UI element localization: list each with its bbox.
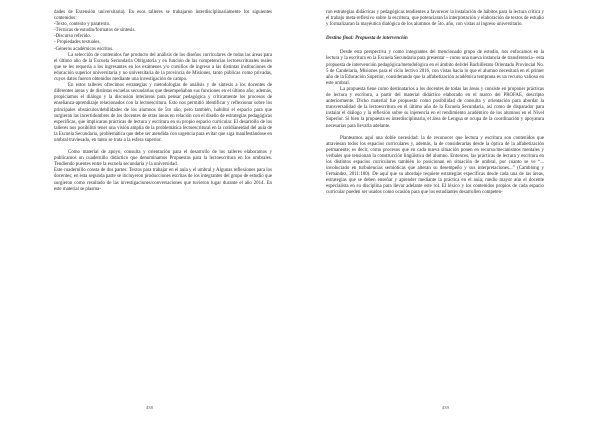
paragraph: Desde esta perspectiva y como integrantes del mencionado grupo de estudio, nos enfocamos en la lectura y la escritura en la Escuela Secundaria para presentar – como una nueva instancia de transferencia– esta propuesta de intervención pedagógica/metodológica en el ámbito del/del Bachillerato Orientado Provincial No. 5 de Candelaria, Misiones para el ciclo lectivo 2016, con vistas hacia lo que el alumno necesitará en el primer año de la Educación Superior, considerando que la alfabetización académica temprana es un recurso valioso en este umbral. bbox=[326, 50, 544, 86]
paragraph: ron estrategias didácticas y pedagógicas tendientes a favorecer la instalación de hábitos para la lectura crítica y el trabajo meta-reflexivo sobre la escritura, que potenciaran la interpretación y elaboración de textos de estudio y formalizaran la mayéutica dialógica de los alumnos de 5to. año, con vistas al ingreso universitario. bbox=[326, 10, 544, 28]
paragraph: Como material de apoyo, consulta y orientación para el desarrollo de los talleres elaboramos y publicamos un cuadernillo didáctico que denominamos Propuestas para la lectoescritura en los umbrales. Tendiendo puentes entre la escuela secundaria y la universidad. bbox=[54, 150, 272, 168]
page-number: 439 bbox=[442, 405, 449, 410]
paragraph: Este cuadernillo consta de dos partes: Textos para trabajar en el aula y el umbral y Algunas reflexiones para los docentes; en esta segunda parte se incluyeron producciones escritas de los integrantes del grupo de estudio que surgieron como resultado de las investigaciones/conversaciones que tuvieron lugar durante el año 2014. En este material se plasma- bbox=[54, 168, 272, 192]
paragraph: La propuesta tiene como destinatarios a los docentes de todas las áreas y consiste en proponer prácticas de lectura y escritura, a partir del material didáctico elaborado en el marco del PROFAE, descripto anteriormente. Dicho material fue propuesto como posibilidad de consulta y orientación para abordar la transversalidad de la lectoescritura en el último año de la Escuela Secundaria, así como de disparador para instalar el diálogo y la reflexión sobre su injerencia en el rendimiento académico de los alumnos en el Nivel Superior. Si bien la propuesta es interdisciplinaria, el área de Lengua se ocupa de la coordinación y apoyatura necesarias para llevarla adelante. bbox=[326, 86, 544, 129]
paragraph: dades de Extensión universitaria). En esos talleres se trabajaron interdisciplinariamente los siguientes contenidos: bbox=[54, 10, 272, 22]
section-heading: Destino final: Propuesta de intervención bbox=[326, 36, 408, 42]
right-page bbox=[300, 0, 600, 424]
list-item: -Géneros académicos escritos. bbox=[54, 46, 114, 52]
right-column-text bbox=[326, 10, 544, 197]
list-item: -Discurso referido. bbox=[54, 34, 91, 40]
paragraph: En estos talleres ofrecimos estrategias y metodologías de análisis y de síntesis a los docentes de diferentes áreas y de distintas escuelas secundarias que desempeñaban sus funciones en el último año; además, propiciamos el diálogo y la discusión interáreas para pensar pedagógica y críticamente los procesos de enseñanza-aprendizaje relacionados con la lectoescritura. Esto nos permitió identificar y reflexionar sobre los principales obstáculos/debilidades de los alumnos de 5to año, pero también, habilitó el espacio para que surgieran las incertidumbres de los docentes de otras áreas en relación con el diseño de estrategias pedagógicas específicas, que implicaran prácticas de lectura y escritura en su propio espacio curricular. El desarrollo de los talleres nos posibilitó tener una visión amplia de la problemática lectoescritural en la cotidianeidad del aula de la Escuela Secundaria, problemática que debe ser atendida con urgencia para evitar que siga manifestándose en umbral traviesado, en tanto se trata a la esfera superior. bbox=[54, 83, 272, 143]
paragraph: La selección de contenidos fue producto del análisis de los diseños curriculares de todas las áreas para el último año de la Escuela Secundaria Obligatoria y en función de las competencias lectoescriturales reales que se les requería a los ingresantes en los exámenes y/o cursillos de ingreso a las distintas instituciones de educación superior universitaria y no universitaria de la provincia de Misiones, tanto públicas como privadas, cuyos datos fueron obtenidos mediante una investigación de campo. bbox=[54, 52, 272, 83]
list-item: - Propiedades textuales. bbox=[54, 40, 101, 46]
page-number: 438 bbox=[146, 405, 153, 410]
list-item: -Técnicas de estudio/formatos de síntesis. bbox=[54, 28, 136, 34]
paragraph: Planteamos aquí una doble necesidad: la de reconocer que lectura y escritura son contenidos que atraviesan todos los espacios curriculares y, además, la de considerarlas desde la óptica de la alfabetización permanente; es decir, como procesos que en cada nueva situación ponen en recurso/mecanismos mentales y verbales que tensionan la construcción lingüística del alumno. Entonces, las prácticas de lectura y escritura en los distintos espacios curriculares también lo posicionan en situación de umbral, por cuanto se ve “... involucrado en turbulencias semióticas que alteran su desempeño y sus interpretaciones...” (Camblong y Fernández, 2011:100). De aquí que su abordaje requiere estrategias específicas desde cada una de las áreas, estrategias que se deben enseñar y aprender mediante la práctica en el aula; medio mayor aún el docente especialista en su disciplina para llevar adelante este rol. El léxico y los contenidos propios de cada espacio curricular pueden ser usados como ocasión para que los estudiantes desarrollen competen- bbox=[326, 135, 544, 196]
list-item: -Texto, contexto y paratexto. bbox=[54, 22, 111, 28]
left-column-text bbox=[54, 10, 272, 193]
